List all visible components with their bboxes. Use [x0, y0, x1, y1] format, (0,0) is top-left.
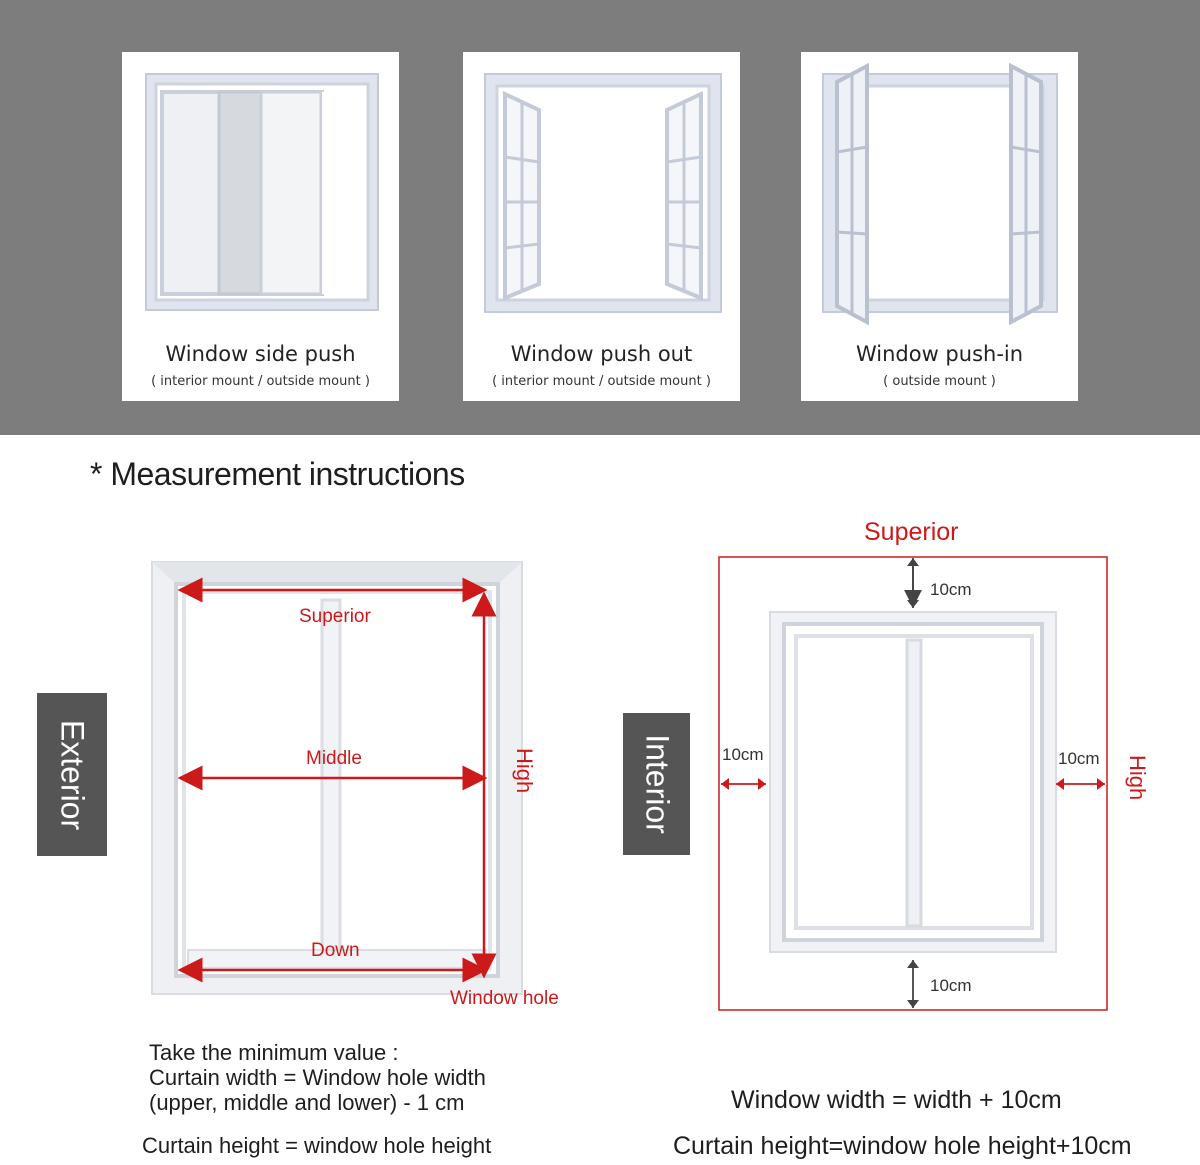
interior-height-formula: Curtain height=window hole height+10cm: [673, 1132, 1132, 1160]
window-type-title: Window push-in: [855, 342, 1024, 366]
note-line-2: Curtain width = Window hole width: [149, 1065, 486, 1090]
window-type-mount: ( interior mount / outside mount ): [151, 374, 370, 389]
interior-width-formula: Window width = width + 10cm: [731, 1086, 1062, 1114]
interior-superior-label: Superior: [864, 518, 959, 546]
window-type-mount: ( outside mount ): [883, 374, 996, 389]
window-type-title: Window push out: [510, 342, 693, 366]
interior-top-margin: 10cm: [930, 580, 972, 599]
interior-right-margin: 10cm: [1058, 749, 1100, 768]
note-line-3: (upper, middle and lower) - 1 cm: [149, 1090, 465, 1115]
exterior-high-label: High: [512, 748, 537, 794]
note-curtain-height: Curtain height = window hole height: [142, 1133, 492, 1158]
interior-high-label: High: [1125, 755, 1150, 801]
window-type-title: Window side push: [165, 342, 356, 366]
exterior-superior-label: Superior: [299, 606, 371, 627]
exterior-middle-label: Middle: [306, 748, 362, 769]
exterior-down-label: Down: [311, 940, 360, 961]
note-line-1: Take the minimum value :: [149, 1040, 399, 1065]
interior-label-text: Interior: [639, 734, 675, 834]
interior-left-margin: 10cm: [722, 745, 764, 764]
interior-bottom-margin: 10cm: [930, 976, 972, 995]
section-title: * Measurement instructions: [90, 456, 465, 492]
exterior-label-text: Exterior: [54, 719, 91, 830]
window-hole-label: Window hole: [450, 988, 559, 1009]
window-type-mount: ( interior mount / outside mount ): [492, 374, 711, 389]
